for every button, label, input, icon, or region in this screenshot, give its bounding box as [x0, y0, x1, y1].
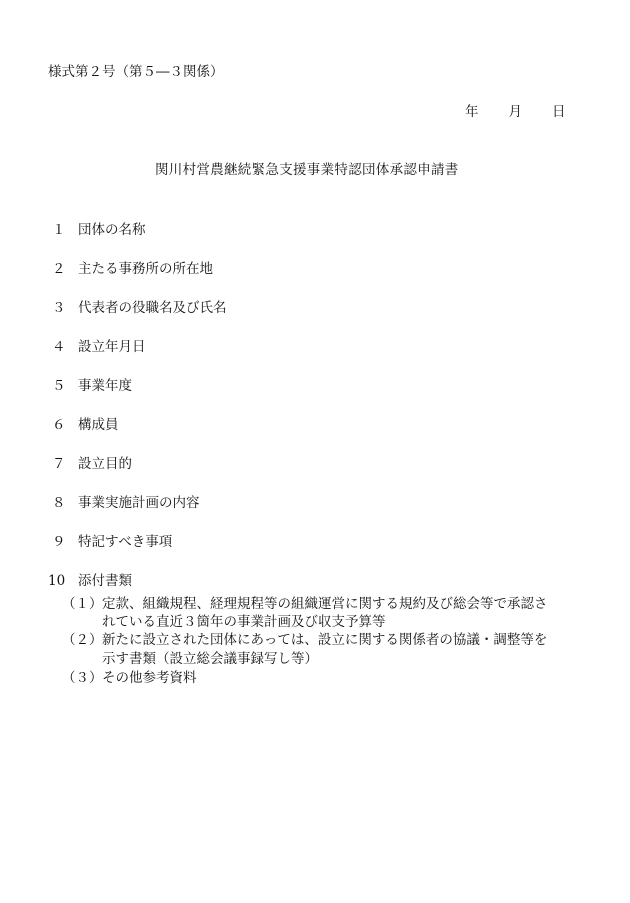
item-label: 構成員: [78, 417, 119, 433]
item-9: [52, 536, 172, 550]
attachment-number: （３）: [62, 670, 103, 686]
item-number: ３: [52, 300, 66, 316]
attachment-number: （１）: [62, 596, 103, 612]
item-number: ４: [52, 339, 66, 355]
attachment-line: その他参考資料: [102, 670, 197, 686]
attachment-1-continuation: れている直近３箇年の事業計画及び収支予算等: [102, 614, 386, 630]
date-month: 月: [508, 104, 522, 120]
form-number: 様式第２号（第５―３関係）: [48, 64, 224, 80]
item-number: 10: [48, 573, 66, 589]
attachment-line: 新たに設立された団体にあっては、設立に関する関係者の協議・調整等を: [102, 632, 548, 648]
item-number: ９: [52, 534, 66, 550]
attachment-1: [62, 598, 548, 612]
item-label: 代表者の役職名及び氏名: [78, 300, 227, 316]
attachment-number: （２）: [62, 632, 103, 648]
date-year: 年: [465, 104, 479, 120]
item-label: 団体の名称: [78, 222, 146, 238]
item-8: [52, 497, 200, 511]
item-4: [52, 341, 146, 355]
item-10: [48, 575, 132, 589]
item-number: ７: [52, 456, 66, 472]
item-number: ２: [52, 261, 66, 277]
item-1: [52, 224, 146, 238]
item-label: 添付書類: [78, 573, 132, 589]
attachment-3: [62, 672, 197, 686]
item-label: 設立目的: [78, 456, 132, 472]
attachment-line: 定款、組織規程、経理規程等の組織運営に関する規約及び総会等で承認さ: [102, 596, 548, 612]
item-label: 事業実施計画の内容: [78, 495, 200, 511]
item-label: 設立年月日: [78, 339, 146, 355]
item-number: １: [52, 222, 66, 238]
item-7: [52, 458, 132, 472]
item-number: ６: [52, 417, 66, 433]
item-label: 主たる事務所の所在地: [78, 261, 213, 277]
date-line: [465, 106, 566, 120]
item-6: [52, 419, 119, 433]
item-number: ８: [52, 495, 66, 511]
attachment-2-continuation: 示す書類（設立総会議事録写し等）: [102, 651, 318, 667]
document-title: 関川村営農継続緊急支援事業特認団体承認申請書: [155, 162, 459, 178]
date-day: 日: [552, 104, 566, 120]
item-2: [52, 263, 213, 277]
item-3: [52, 302, 227, 316]
item-5: [52, 380, 132, 394]
item-label: 事業年度: [78, 378, 132, 394]
item-number: ５: [52, 378, 66, 394]
item-label: 特記すべき事項: [78, 534, 173, 550]
attachment-2: [62, 634, 547, 648]
